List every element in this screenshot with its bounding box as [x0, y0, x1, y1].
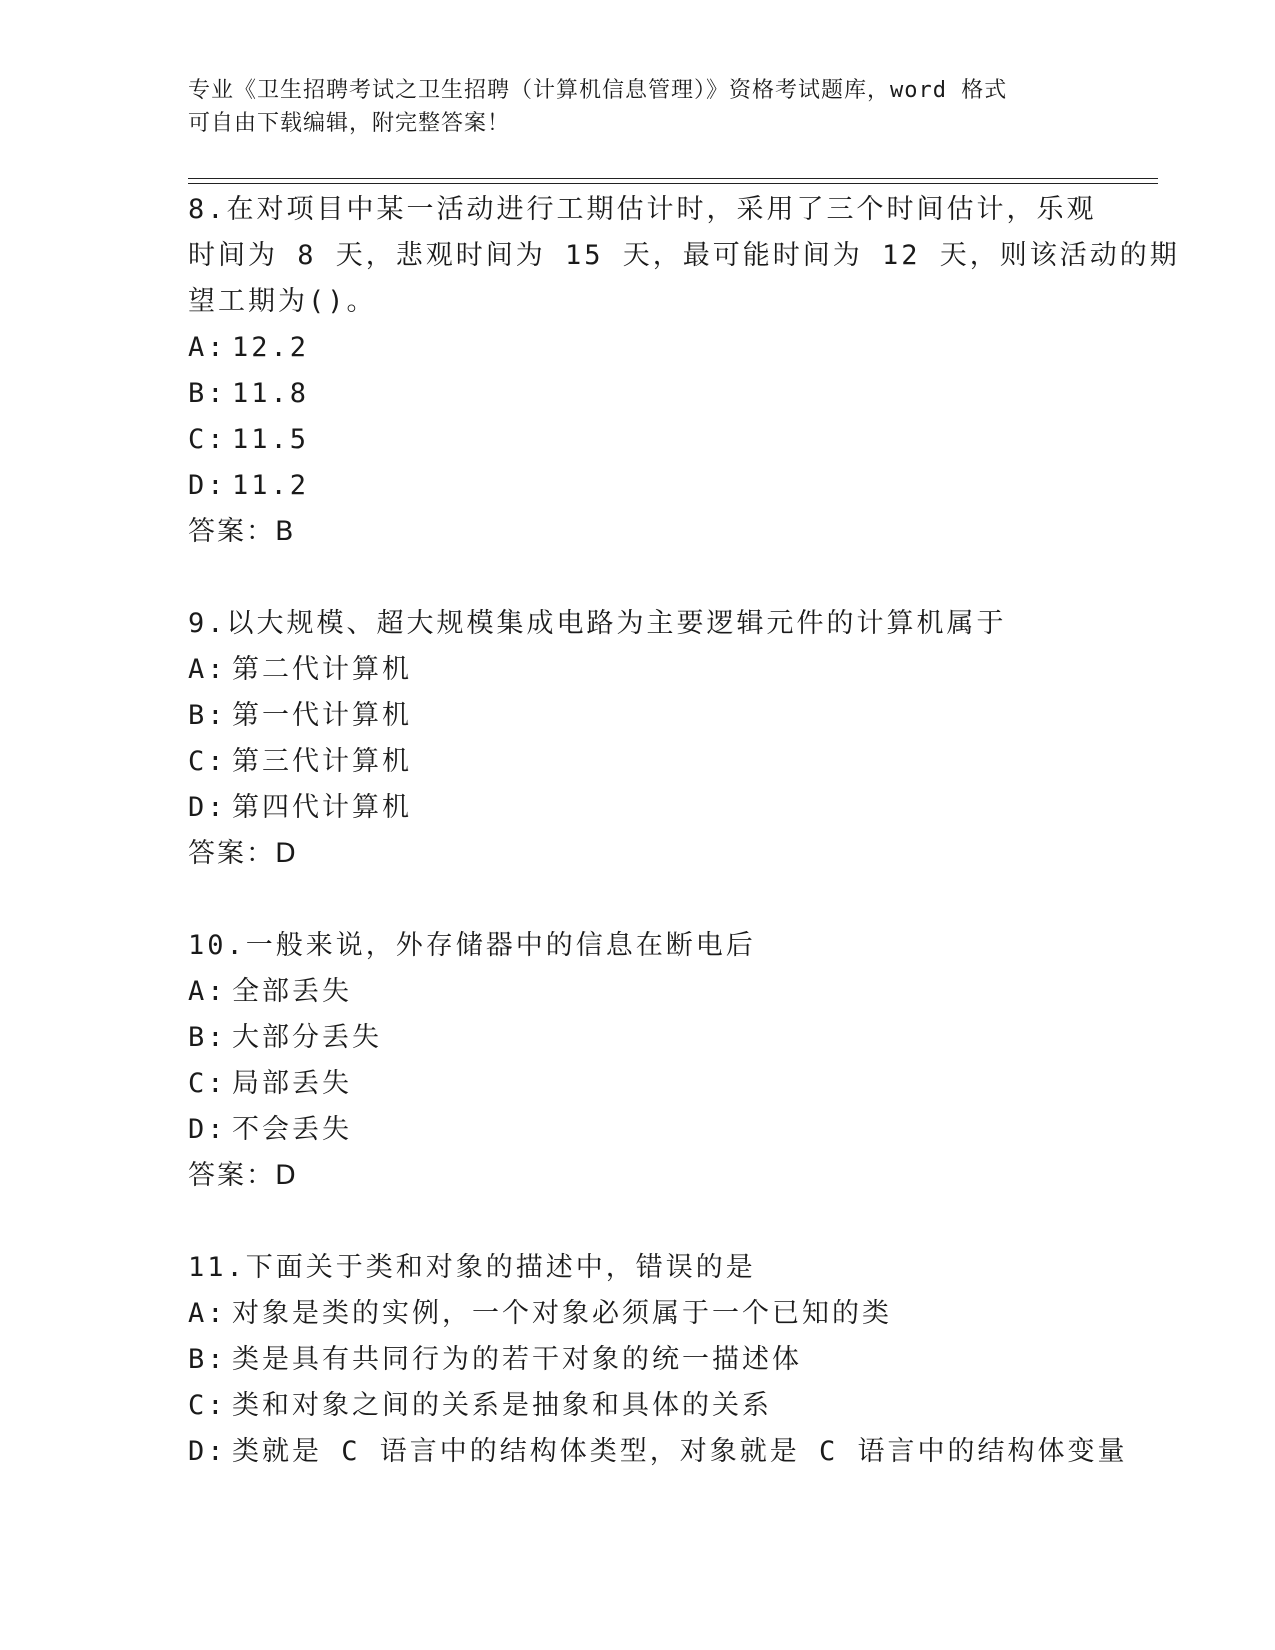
option-letter: C: [188, 424, 227, 455]
option-text: 类和对象之间的关系是抽象和具体的关系 [232, 1390, 772, 1421]
option-text: 对象是类的实例，一个对象必须属于一个已知的类 [232, 1298, 892, 1329]
header-line-2: 可自由下载编辑，附完整答案！ [188, 111, 511, 136]
option-letter: A: [188, 654, 227, 685]
option-letter: D: [188, 470, 227, 501]
option-letter: A: [188, 332, 227, 363]
header-line-1: 专业《卫生招聘考试之卫生招聘（计算机信息管理）》资格考试题库，word 格式 [188, 78, 1008, 103]
answer-line: 答案：B [188, 516, 296, 547]
option-c [188, 739, 1088, 785]
option-a [188, 325, 1088, 371]
option-text: 11.8 [232, 378, 310, 409]
option-a [188, 1291, 1088, 1337]
option-b [188, 1337, 1088, 1383]
answer-line: 答案：D [188, 1160, 298, 1191]
header-divider-top [188, 178, 1158, 179]
option-text: 11.2 [232, 470, 310, 501]
option-b [188, 693, 1088, 739]
question-stem-line: 10.一般来说，外存储器中的信息在断电后 [188, 930, 756, 961]
option-b [188, 1015, 1088, 1061]
option-text: 第三代计算机 [232, 746, 412, 777]
header-divider-bottom [188, 183, 1158, 184]
option-letter: C: [188, 746, 227, 777]
option-c [188, 1061, 1088, 1107]
option-text: 11.5 [232, 424, 310, 455]
option-letter: C: [188, 1068, 227, 1099]
option-d [188, 1107, 1088, 1153]
option-letter: B: [188, 378, 227, 409]
question-8 [188, 187, 1180, 555]
option-d [188, 785, 1088, 831]
option-d [188, 1429, 1128, 1475]
option-a [188, 647, 1088, 693]
option-letter: D: [188, 792, 227, 823]
question-stem-line: 8.在对项目中某一活动进行工期估计时，采用了三个时间估计，乐观 [188, 194, 1097, 225]
option-text: 局部丢失 [232, 1068, 352, 1099]
question-stem-line: 9.以大规模、超大规模集成电路为主要逻辑元件的计算机属于 [188, 608, 1007, 639]
option-text: 类就是 C 语言中的结构体类型，对象就是 C 语言中的结构体变量 [232, 1436, 1128, 1467]
option-letter: A: [188, 1298, 227, 1329]
question-11 [188, 1245, 1128, 1475]
option-text: 第四代计算机 [232, 792, 412, 823]
option-b [188, 371, 1088, 417]
option-c [188, 1383, 1088, 1429]
spacer [188, 555, 1088, 601]
question-stem-line: 时间为 8 天，悲观时间为 15 天，最可能时间为 12 天，则该活动的期 [188, 240, 1180, 271]
option-text: 第二代计算机 [232, 654, 412, 685]
question-10 [188, 923, 1088, 1199]
question-list [188, 187, 1180, 1475]
option-text: 第一代计算机 [232, 700, 412, 731]
option-letter: B: [188, 700, 227, 731]
option-text: 全部丢失 [232, 976, 352, 1007]
option-text: 大部分丢失 [232, 1022, 382, 1053]
question-stem-line: 11.下面关于类和对象的描述中，错误的是 [188, 1252, 756, 1283]
option-letter: C: [188, 1390, 227, 1421]
option-d [188, 463, 1088, 509]
option-text: 不会丢失 [232, 1114, 352, 1145]
option-letter: D: [188, 1436, 227, 1467]
option-letter: B: [188, 1344, 227, 1375]
document-header [188, 74, 1068, 140]
question-stem-line: 望工期为()。 [188, 286, 377, 317]
option-text: 12.2 [232, 332, 310, 363]
spacer [188, 1199, 1088, 1245]
option-letter: A: [188, 976, 227, 1007]
option-text: 类是具有共同行为的若干对象的统一描述体 [232, 1344, 802, 1375]
option-letter: B: [188, 1022, 227, 1053]
option-c [188, 417, 1088, 463]
question-9 [188, 601, 1088, 877]
option-a [188, 969, 1088, 1015]
answer-line: 答案：D [188, 838, 298, 869]
option-letter: D: [188, 1114, 227, 1145]
spacer [188, 877, 1088, 923]
